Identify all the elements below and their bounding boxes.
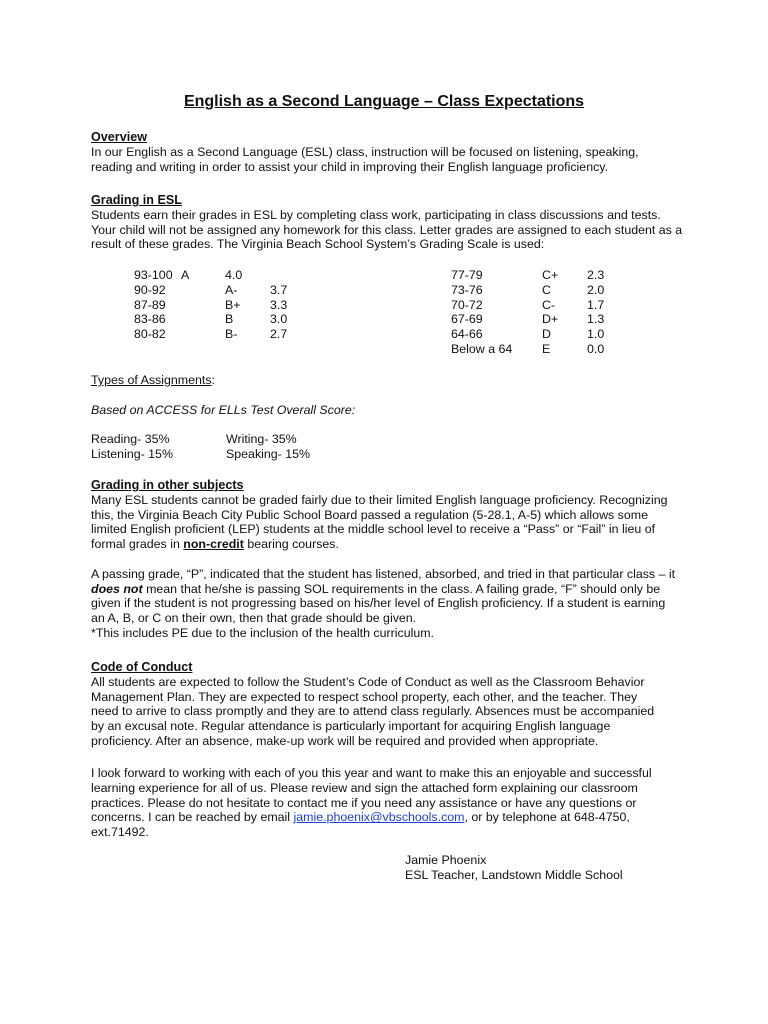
grade-range: 64-66 xyxy=(451,327,483,342)
grading-other-heading: Grading in other subjects xyxy=(91,478,244,492)
grading-other-text-before: Many ESL students cannot be graded fairly due to their limited English language proficiency. Recognizing this, the Virginia Beach City Public School Board passed a regulation (5-28.1, A-5) which allows some limited English proficient (LEP) students at the middle school level to receive a “Pass” or “Fail” in lieu of formal grades in xyxy=(91,492,668,552)
grade-range: 80-82 xyxy=(134,327,166,342)
grade-range: 90-92 xyxy=(134,282,166,297)
grade-points: 2.3 xyxy=(587,268,605,282)
grade-letter: D xyxy=(542,327,551,342)
grade-range: 67-69 xyxy=(451,312,483,327)
access-score-colon: : xyxy=(351,402,356,417)
grading-scale xyxy=(134,268,634,358)
grade-points: 0.0 xyxy=(587,341,605,356)
signature-title: ESL Teacher, Landstown Middle School xyxy=(405,867,623,882)
signature-name: Jamie Phoenix xyxy=(405,853,487,867)
closing-text xyxy=(91,766,667,840)
speaking-weight: Speaking- 15% xyxy=(226,446,311,461)
grade-letter: B+ xyxy=(225,297,241,312)
grading-esl-heading: Grading in ESL xyxy=(91,193,182,207)
grade-points: 1.0 xyxy=(587,327,605,342)
grade-range: 93-100 xyxy=(134,268,173,282)
assignments-colon: : xyxy=(211,373,215,387)
grade-letter: B- xyxy=(225,327,238,342)
reading-weight: Reading- 35% xyxy=(91,432,170,447)
grading-esl-section xyxy=(91,193,691,252)
writing-weight: Writing- 35% xyxy=(226,432,297,447)
grade-points: 2.0 xyxy=(587,282,605,297)
grading-scale-left-ranges xyxy=(134,268,173,342)
conduct-section xyxy=(91,660,691,749)
access-score-line xyxy=(91,403,691,418)
grade-range: 73-76 xyxy=(451,282,483,297)
access-score-label: Based on ACCESS for ELLs Test Overall Score xyxy=(91,402,352,417)
passing-grade-text xyxy=(91,567,679,626)
grade-letter: D+ xyxy=(542,312,559,327)
grade-letter: A- xyxy=(225,282,238,297)
grade-points: 1.3 xyxy=(587,312,605,327)
closing-text-after: , or by telephone at 648-4750, ext.71492. xyxy=(91,810,630,840)
grading-scale-left-points xyxy=(270,283,287,342)
grading-other-text-after: bearing courses. xyxy=(243,537,339,552)
grading-scale-right-points xyxy=(587,268,604,357)
grading-scale-first-letter xyxy=(181,268,189,283)
grade-letter: C xyxy=(542,282,551,297)
grading-other-section xyxy=(91,478,691,641)
overview-section xyxy=(91,130,691,174)
grading-esl-text: Students earn their grades in ESL by completing class work, participating in class discussions and tests. Your child will not be assigned any homework for this class. Letter grades are assigned to each student as a result of these grades. The Virginia Beach School System’s Grading Scale is used: xyxy=(91,207,683,252)
passing-grade-text-after: mean that he/she is passing SOL requirements in the class. A failing grade, “F” should only be given if the student is not progressing based on his/her level of English proficiency. If a student is earning an A, B, or C on their own, then that grade should be given. xyxy=(91,581,666,626)
grade-points: 3.7 xyxy=(270,282,288,297)
grade-letter: B xyxy=(225,312,234,327)
closing-section xyxy=(91,766,691,840)
grade-range: 83-86 xyxy=(134,312,166,327)
grade-points: 1.7 xyxy=(587,297,605,312)
assignments-row-1 xyxy=(91,432,691,447)
grade-points: 3.3 xyxy=(270,297,288,312)
assignments-row-2 xyxy=(91,447,691,462)
grade-range: 77-79 xyxy=(451,268,483,282)
grading-scale-right-ranges xyxy=(451,268,512,357)
grade-points: 4.0 xyxy=(225,268,243,282)
grade-range: Below a 64 xyxy=(451,341,513,356)
grade-letter: A xyxy=(181,268,190,282)
signature-block xyxy=(405,853,623,883)
email-link[interactable]: jamie.phoenix@vbschools.com xyxy=(293,810,465,825)
does-not-emphasis: does not xyxy=(91,581,143,596)
grade-letter: E xyxy=(542,341,551,356)
grading-scale-left-letters xyxy=(225,268,242,342)
assignments-section xyxy=(91,373,691,462)
grading-other-text xyxy=(91,493,687,552)
assignments-label-line xyxy=(91,373,691,388)
closing-text-before: I look forward to working with each of you this year and want to make this an enjoyable and successful learning experience for all of us. Please review and sign the attached form explaining our classroom practices. Please do not hesitate to contact me if you need any assistance or have any questions or concerns. I can be reached by email xyxy=(91,766,652,825)
page-title: English as a Second Language – Class Expectations xyxy=(183,93,585,110)
grade-letter: C+ xyxy=(542,268,559,282)
conduct-text: All students are expected to follow the Student’s Code of Conduct as well as the Classroom Behavior Management Plan. They are expected to respect school property, each other, and the teacher. They need to arrive to class promptly and they are to attend class regularly. Absences must be accompanied by an excusal note. Regular attendance is particularly important for acquiring English language proficiency. After an absence, make-up work will be required and provided when appropriate. xyxy=(91,674,655,748)
grade-points: 3.0 xyxy=(270,312,288,327)
passing-grade-text-before: A passing grade, “P”, indicated that the student has listened, absorbed, and tried in that particular class – it xyxy=(91,566,676,581)
grade-letter: C- xyxy=(542,297,556,312)
overview-text: In our English as a Second Language (ESL) class, instruction will be focused on listening, speaking, reading and writing in order to assist your child in improving their English language proficiency. xyxy=(91,144,639,174)
non-credit-emphasis: non-credit xyxy=(183,537,244,552)
grade-range: 70-72 xyxy=(451,297,483,312)
grade-points: 2.7 xyxy=(270,327,288,342)
listening-weight: Listening- 15% xyxy=(91,446,173,461)
assignments-label: Types of Assignments xyxy=(91,373,212,387)
pe-note: *This includes PE due to the inclusion of the health curriculum. xyxy=(91,625,434,640)
conduct-heading: Code of Conduct xyxy=(91,660,193,674)
grade-range: 87-89 xyxy=(134,297,166,312)
grading-scale-right-letters xyxy=(542,268,558,357)
overview-heading: Overview xyxy=(91,130,148,144)
